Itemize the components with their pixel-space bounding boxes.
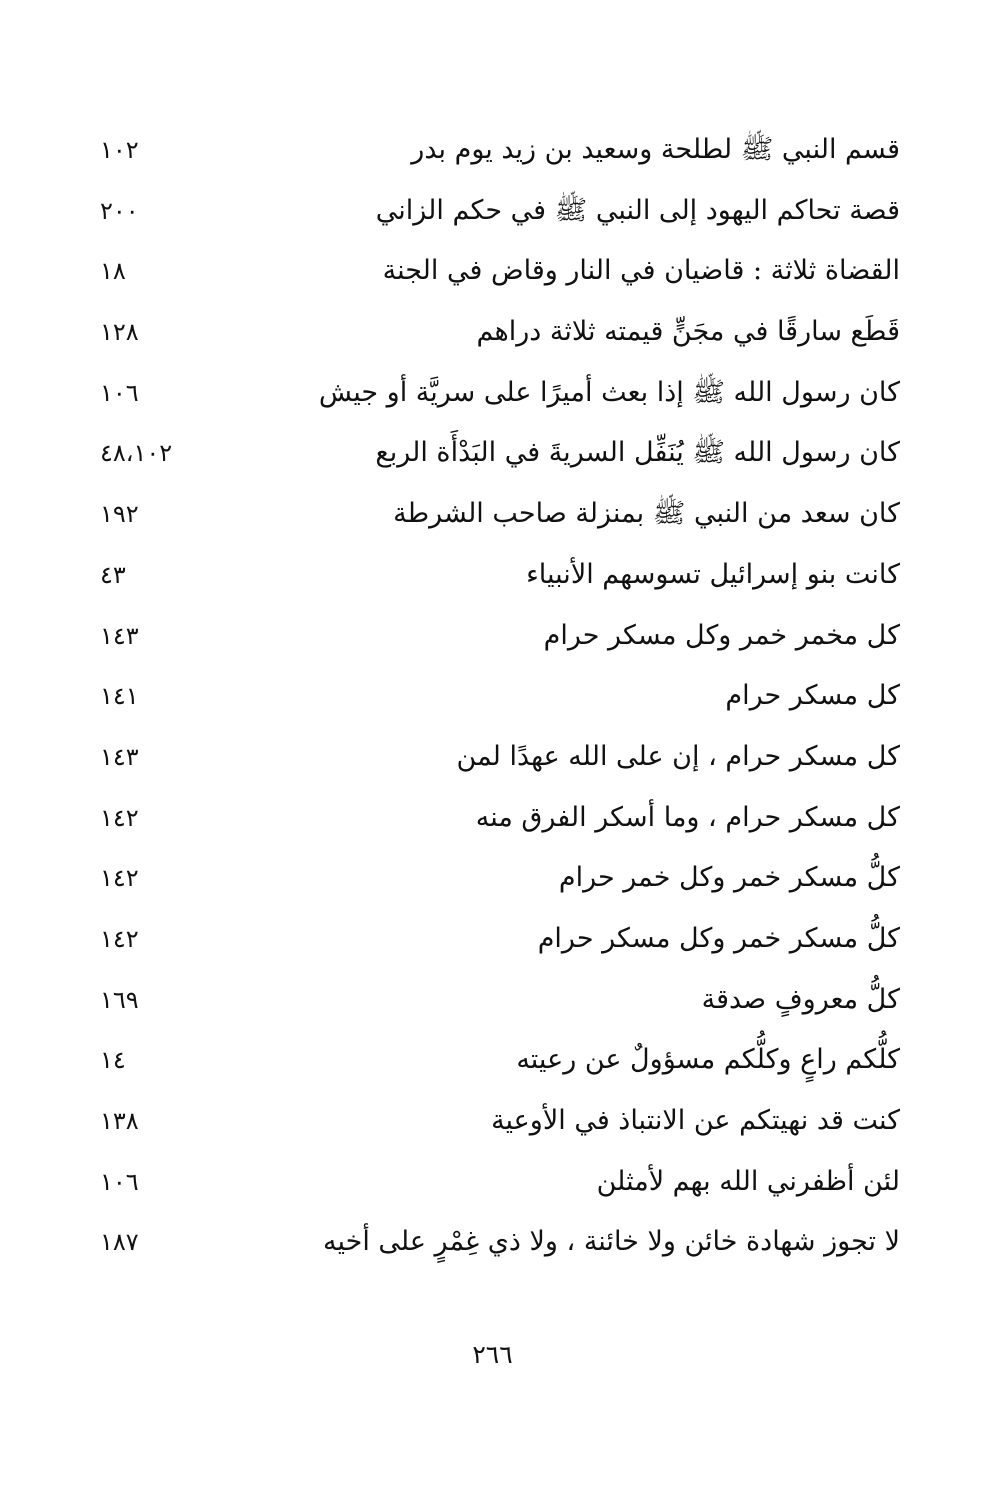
page-number: ٢٦٦ [472,1340,513,1369]
entry-page-number: ١٤ [100,1046,126,1075]
entry-text: كان رسول الله ﷺ يُنَفِّل السريةَ في البَدْأَة الربع [375,437,900,469]
entry-page-number: ١٤٢ [100,924,139,953]
entry-page-number: ١٦٩ [100,985,139,1014]
index-entry [100,365,900,426]
entry-text: كلُّ مسكر خمر وكل مسكر حرام [537,922,900,954]
entry-page-number: ١٠٦ [100,1167,139,1196]
index-entry [100,911,900,972]
entry-text: كان سعد من النبي ﷺ بمنزلة صاحب الشرطة [393,498,900,530]
entry-page-number: ١٢٨ [100,318,139,347]
index-entry [100,790,900,851]
entry-text: كل مسكر حرام [725,680,900,712]
entry-text: كل مسكر حرام ، إن على الله عهدًا لمن [456,740,900,772]
entry-text: قسم النبي ﷺ لطلحة وسعيد بن زيد يوم بدر [411,134,900,165]
entry-text: كانت بنو إسرائيل تسوسهم الأنبياء [526,558,900,590]
entry-page-number: ١٣٨ [100,1107,139,1135]
index-entry [100,1093,900,1154]
index-entry [100,183,900,244]
index-entry [100,243,900,304]
index-entry [100,729,900,790]
index-entry [100,608,900,669]
entry-text: لا تجوز شهادة خائن ولا خائنة ، ولا ذي غِمْرٍ على أخيه [323,1226,900,1258]
entry-page-number: ١٤٣ [100,621,139,650]
index-entry [100,425,900,486]
entry-text: قَطَع سارقًا في مجَنٍّ قيمته ثلاثة دراهم [476,316,900,348]
entry-text: كلُّ مسكر خمر وكل خمر حرام [558,862,900,894]
entry-text: القضاة ثلاثة : قاضيان في النار وقاض في الجنة [382,255,900,287]
index-entry [100,122,900,183]
entry-text: كل مخمر خمر وكل مسكر حرام [543,619,900,651]
entry-page-number: ١٤١ [100,682,139,711]
index-entry [100,547,900,608]
entry-page-number: ٤٨،١٠٢ [100,439,173,468]
entry-text: قصة تحاكم اليهود إلى النبي ﷺ في حكم الزاني [375,194,900,226]
index-entry [100,1032,900,1093]
index-entry [100,1154,900,1215]
entry-page-number: ١٤٢ [100,803,139,832]
entry-page-number: ١٨٧ [100,1228,139,1257]
entry-page-number: ١٤٢ [100,864,139,893]
entry-page-number: ١٤٣ [100,742,139,771]
index-entries [100,122,900,1275]
entry-page-number: ١٨ [100,257,126,286]
index-entry [100,972,900,1033]
index-entry [100,850,900,911]
index-entry [100,304,900,365]
entry-text: كلُّكم راعٍ وكلُّكم مسؤولٌ عن رعيته [516,1044,900,1076]
entry-page-number: ١٩٢ [100,500,139,529]
entry-page-number: ٤٣ [100,560,126,589]
entry-page-number: ٢٠٠ [100,196,139,225]
entry-text: كان رسول الله ﷺ إذا بعث أميرًا على سريَّة أو جيش [318,376,900,408]
entry-text: لئن أظفرني الله بهم لأمثلن [596,1165,900,1197]
index-entry [100,486,900,547]
index-entry [100,1214,900,1275]
entry-page-number: ١٠٦ [100,378,139,407]
entry-page-number: ١٠٢ [100,136,139,164]
entry-text: كل مسكر حرام ، وما أسكر الفرق منه [475,801,900,833]
entry-text: كنت قد نهيتكم عن الانتباذ في الأوعية [491,1105,900,1136]
index-entry [100,668,900,729]
entry-text: كلُّ معروفٍ صدقة [701,983,900,1015]
